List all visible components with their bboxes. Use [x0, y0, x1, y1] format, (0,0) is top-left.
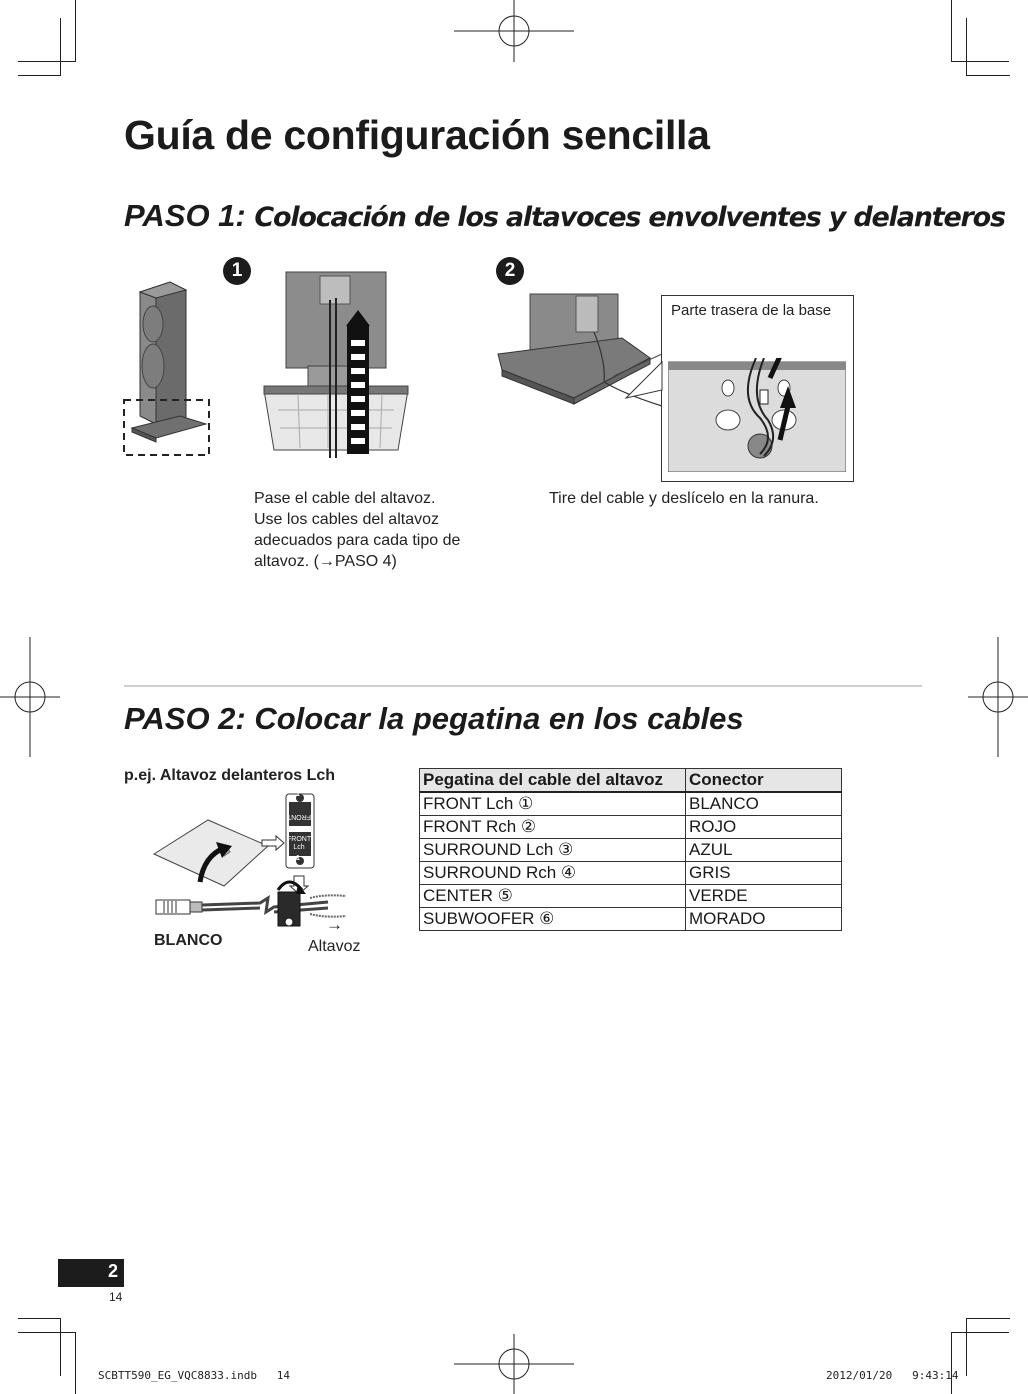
caption-line: altavoz. (→PASO 4): [254, 553, 397, 570]
table-cell: FRONT Lch ①: [420, 792, 686, 816]
caption-line: Pase el cable del altavoz.: [254, 490, 436, 507]
page-number: 2: [107, 1261, 118, 1281]
step2-title: PASO 2: Colocar la pegatina en los cables: [124, 701, 744, 736]
table-row: [420, 816, 842, 839]
step1-caption-1: [254, 488, 484, 572]
table-cell: MORADO: [686, 908, 842, 931]
step1-title-prefix: PASO 1:: [124, 198, 246, 233]
plug-label: BLANCO: [154, 932, 223, 949]
page-sub-number: 14: [109, 1290, 123, 1304]
table-cell: SURROUND Lch ③: [420, 839, 686, 862]
table-cell: VERDE: [686, 885, 842, 908]
sticker-top-text: [287, 813, 311, 820]
caption-line: adecuados para cada tipo de: [254, 532, 461, 549]
sticker-connector-table: [419, 768, 842, 931]
table-row: [420, 792, 842, 816]
table-header: Conector: [686, 769, 842, 793]
table-cell: AZUL: [686, 839, 842, 862]
inset-label: Parte trasera de la base: [671, 302, 832, 319]
table-row: [420, 885, 842, 908]
table-header-row: [420, 769, 842, 793]
sticker-top-line: FRONT: [286, 813, 311, 820]
table-row: [420, 862, 842, 885]
table-row: [420, 908, 842, 931]
step1-caption-2: Tire del cable y deslícelo en la ranura.: [549, 490, 819, 507]
example-label: p.ej. Altavoz delanteros Lch: [124, 767, 336, 784]
table-cell: BLANCO: [686, 792, 842, 816]
rear-base-detail: [668, 358, 846, 472]
registration-mark-top: [454, 0, 574, 62]
footer-timestamp: 2012/01/20 9:43:14: [826, 1369, 959, 1382]
page-number-box: [58, 1259, 124, 1287]
speaker-tower-illustration: [120, 278, 215, 460]
table-header: Pegatina del cable del altavoz: [420, 769, 686, 793]
table-cell: FRONT Rch ②: [420, 816, 686, 839]
sticker-bottom-text: [287, 836, 311, 852]
table-cell: ROJO: [686, 816, 842, 839]
sticker-number-top: 1: [296, 791, 300, 798]
sticker-bottom-line2: Lch: [293, 844, 305, 851]
table-cell: CENTER ⑤: [420, 885, 686, 908]
step1-title-text: Colocación de los altavoces envolventes y delanteros: [254, 202, 1005, 233]
table-cell: GRIS: [686, 862, 842, 885]
table-cell: SURROUND Rch ④: [420, 862, 686, 885]
section-divider: [124, 685, 922, 687]
speaker-arrow: →: [326, 915, 343, 934]
table-row: [420, 839, 842, 862]
registration-mark-right: [968, 637, 1028, 757]
sticker-bottom-line1: FRONT: [287, 836, 312, 843]
registration-mark-bottom: [454, 1334, 574, 1394]
stand-cable-illustration: [258, 270, 414, 460]
speaker-label: Altavoz: [308, 938, 361, 955]
step1-title: [124, 198, 1005, 234]
page-title: Guía de configuración sencilla: [124, 112, 710, 158]
step1-badge-2: 2: [496, 257, 524, 285]
footer-file: SCBTT590_EG_VQC8833.indb 14: [98, 1369, 291, 1382]
inset-pointer: [624, 360, 664, 410]
step1-badge-1: 1: [223, 257, 251, 285]
inset-rear-base: [661, 295, 854, 482]
table-cell: SUBWOOFER ⑥: [420, 908, 686, 931]
sticker-number-bottom: 1: [296, 855, 300, 862]
caption-line: Use los cables del altavoz: [254, 511, 439, 528]
registration-mark-left: [0, 637, 60, 757]
